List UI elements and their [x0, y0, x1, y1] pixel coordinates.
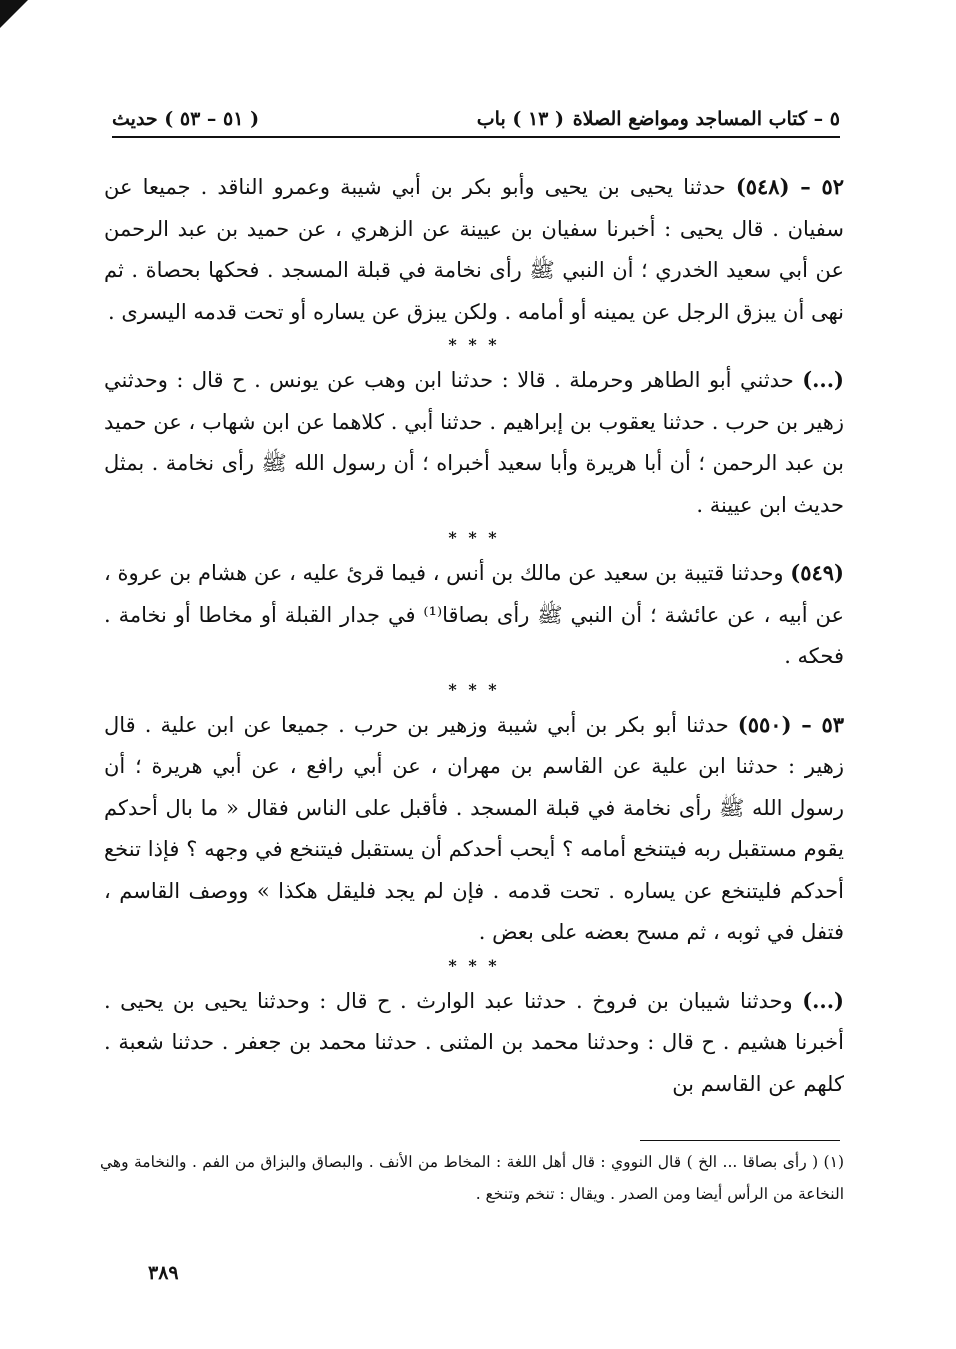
section-separator: * * * [448, 955, 500, 975]
hadith-number: (٥٤٩) [790, 560, 844, 585]
footnote: (١) ( رأى بصاقا ... الخ ) قال النووي : قال أهل اللغة : المخاط من الأنف . والبصاق والبزاق من الفم . والنخامة وهي النخاعة من الرأس أيضا ومن الصدر . ويقال : تنخم وتنخع . [100, 1153, 844, 1203]
page-corner-mark [0, 0, 28, 28]
page-number: ٣٨٩ [148, 1262, 179, 1284]
hadith-text: حدثنا أبو بكر بن أبي شيبة وزهير بن حرب . جميعا عن ابن علية . قال زهير : حدثنا ابن علية عن القاسم بن مهران ، عن أبي رافع ، عن أبي هريرة ؛ أن رسول الله ﷺ رأى نخامة في قبلة المسجد . فأقبل على الناس فقال « ما بال أحدكم يقوم مستقبل ربه فيتنخع أمامه ؟ أيحب أحدكم أن يستقبل فيتنخع في وجهه ؟ فإذا تنخع أحدكم فليتنخع عن يساره . تحت قدمه . فإن لم يجد فليقل هكذا » ووصف القاسم ، فتفل في ثوبه ، ثم مسح بعضه على بعض . [104, 712, 844, 944]
hadith-number: ٥٢ – (٥٤٨) [735, 174, 844, 199]
page-body [104, 166, 844, 1105]
hadith-text: وحدثنا شيبان بن فروخ . حدثنا عبد الوارث . ح قال : وحدثنا يحيى بن يحيى . أخبرنا هشيم . ح قال : وحدثنا محمد بن المثنى . حدثنا محمد بن جعفر . حدثنا شعبة . كلهم عن القاسم بن [104, 988, 844, 1096]
hadith-text: حدثني أبو الطاهر وحرملة . قالا : حدثنا ابن وهب عن يونس . ح قال : وحدثني زهير بن حرب . حدثنا يعقوب بن إبراهيم . حدثنا أبي . كلاهما عن ابن شهاب ، عن حميد بن عبد الرحمن ؛ أن أبا هريرة وأبا سعيد أخبراه ؛ أن رسول الله ﷺ رأى نخامة . بمثل حديث ابن عيينة . [104, 368, 844, 517]
section-separator: * * * [448, 679, 500, 699]
hadith-number: (...) [802, 987, 844, 1013]
hadith-text: وحدثنا قتيبة بن سعيد عن مالك بن أنس ، فيما قرئ عليه ، عن هشام بن عروة ، عن أبيه ، عن عائشة ؛ أن النبي ﷺ رأى بصاقا⁽¹⁾ في جدار القبلة أو مخاطا أو نخامة . فحكه . [104, 561, 845, 668]
running-header [112, 104, 840, 138]
header-hadith-range: ( ٥١ – ٥٣ ) حديث [112, 108, 260, 130]
hadith-text: حدثنا يحيى بن يحيى وأبو بكر بن أبي شيبة وعمرو الناقد . جميعا عن سفيان . قال يحيى : أخبرنا سفيان بن عيينة عن الزهري ، عن حميد بن عبد الرحمن عن أبي سعيد الخدري ؛ أن النبي ﷺ رأى نخامة في قبلة المسجد . فحكها بحصاة . ثم نهى أن يبزق الرجل عن يمينه أو أمامه . ولكن يبزق عن يساره أو تحت قدمه اليسرى . [104, 175, 844, 324]
hadith-paragraph [104, 359, 844, 526]
header-chapter-title: ٥ – كتاب المساجد ومواضع الصلاة [572, 108, 840, 130]
hadith-paragraph [104, 552, 844, 678]
hadith-number: (...) [802, 367, 844, 392]
section-separator: * * * [448, 528, 500, 547]
hadith-paragraph [104, 980, 844, 1106]
section-separator: * * * [448, 335, 500, 354]
hadith-number: ٥٣ – (٥٥٠) [737, 711, 844, 737]
header-bab-number: ( ١٣ ) باب [476, 108, 564, 130]
footnote-divider [640, 1140, 840, 1141]
hadith-paragraph [104, 166, 844, 333]
hadith-paragraph [104, 704, 844, 954]
